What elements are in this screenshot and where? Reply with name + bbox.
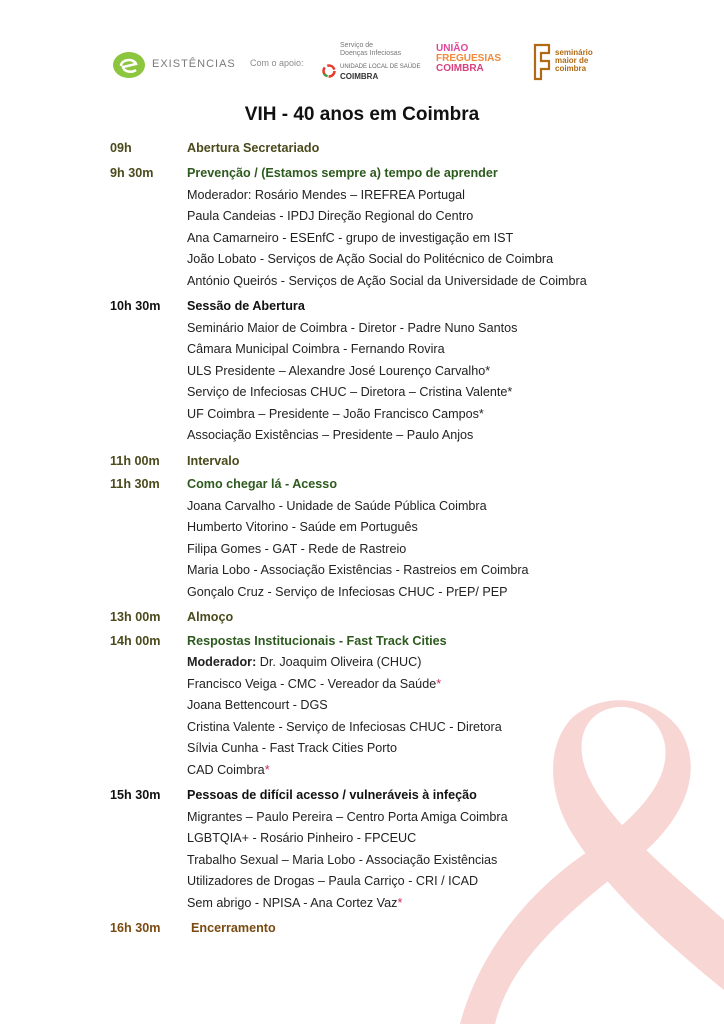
uls-logo-icon	[322, 64, 336, 78]
agenda-slot	[110, 785, 700, 914]
slot-item-text: Sem abrigo - NPISA - Ana Cortez Vaz	[187, 895, 398, 910]
agenda-slot	[110, 630, 700, 781]
slot-item: Maria Lobo - Associação Existências - Rastreios em Coimbra	[187, 563, 529, 578]
slot-heading: Como chegar lá - Acesso	[187, 477, 338, 492]
slot-item: LGBTQIA+ - Rosário Pinheiro - FPCEUC	[187, 831, 417, 846]
uniao-freguesias-logo	[436, 44, 516, 84]
slot-item: Moderador: Rosário Mendes – IREFREA Portugal	[187, 187, 465, 202]
seminario-logo-icon	[531, 43, 553, 81]
slot-time: 9h 30m	[110, 166, 154, 181]
slot-item: Joana Carvalho - Unidade de Saúde Pública Coimbra	[187, 498, 487, 513]
slot-heading: Abertura Secretariado	[187, 140, 320, 155]
slot-time: 16h 30m	[110, 921, 161, 936]
slot-heading: Pessoas de difícil acesso / vulneráveis à infeção	[187, 788, 477, 803]
slot-item: Cristina Valente - Serviço de Infeciosas CHUC - Diretora	[187, 719, 502, 734]
slot-item-moderator	[110, 652, 700, 674]
slot-item: Serviço de Infeciosas CHUC – Diretora – Cristina Valente*	[187, 385, 513, 400]
slot-time: 13h 00m	[110, 610, 161, 625]
agenda-slot	[110, 163, 700, 292]
slot-time: 11h 00m	[110, 453, 160, 468]
agenda-slot	[110, 607, 700, 629]
slot-heading: Prevenção / (Estamos sempre a) tempo de aprender	[187, 166, 498, 181]
slot-item: Paula Candeias - IPDJ Direção Regional do Centro	[187, 209, 474, 224]
existencias-logo	[112, 50, 236, 80]
slot-time: 14h 00m	[110, 633, 161, 648]
slot-item: Joana Bettencourt - DGS	[187, 698, 328, 713]
sem-logo-line2: maior de	[555, 56, 589, 65]
slot-item: ULS Presidente – Alexandre José Lourenço Carvalho*	[187, 363, 491, 378]
slot-item: António Queirós - Serviços de Ação Social da Universidade de Coimbra	[187, 273, 587, 288]
slot-heading: Intervalo	[187, 453, 240, 468]
slot-item: João Lobato - Serviços de Ação Social do Politécnico de Coimbra	[187, 252, 554, 267]
slot-time: 11h 30m	[110, 477, 160, 492]
slot-item-text: Francisco Veiga - CMC - Vereador da Saúde	[187, 676, 437, 691]
existencias-logo-icon	[112, 50, 146, 80]
sdi-logo-line4: COIMBRA	[340, 72, 379, 81]
slot-item: Associação Existências – Presidente – Paulo Anjos	[187, 428, 474, 443]
slot-item: Humberto Vitorino - Saúde em Português	[187, 520, 418, 535]
support-label: Com o apoio:	[250, 58, 304, 68]
slot-item: Filipa Gomes - GAT - Rede de Rastreio	[187, 541, 407, 556]
uf-logo-line1: UNIÃO	[436, 43, 469, 54]
asterisk-mark: *	[264, 762, 270, 777]
slot-heading: Respostas Institucionais - Fast Track Cities	[187, 633, 447, 648]
sdi-logo	[322, 42, 422, 84]
uf-logo-line3: COIMBRA	[436, 63, 484, 74]
slot-item: Trabalho Sexual – Maria Lobo - Associação Existências	[187, 852, 498, 867]
seminario-logo	[531, 43, 601, 83]
slot-heading: Almoço	[187, 610, 234, 625]
agenda-slot	[110, 474, 700, 603]
sdi-logo-line1: Serviço de	[340, 42, 374, 49]
sdi-logo-line2: Doenças Infeciosas	[340, 50, 402, 57]
page-title: VIH - 40 anos em Coimbra	[244, 104, 480, 125]
sdi-logo-line3: UNIDADE LOCAL DE SAÚDE	[340, 64, 421, 70]
agenda-slot	[110, 296, 700, 447]
agenda-slot	[110, 137, 700, 159]
existencias-logo-text: EXISTÊNCIAS	[152, 58, 236, 70]
agenda	[110, 137, 700, 943]
slot-item: Gonçalo Cruz - Serviço de Infeciosas CHUC - PrEP/ PEP	[187, 584, 508, 599]
slot-item: UF Coimbra – Presidente – João Francisco Campos*	[187, 406, 484, 421]
moderator-name: Dr. Joaquim Oliveira (CHUC)	[259, 655, 422, 670]
sem-logo-line3: coimbra	[555, 64, 587, 73]
slot-time: 09h	[110, 140, 132, 155]
slot-item: Ana Camarneiro - ESEnfC - grupo de investigação em IST	[187, 230, 514, 245]
slot-time: 10h 30m	[110, 299, 161, 314]
slot-item: Migrantes – Paulo Pereira – Centro Porta Amiga Coimbra	[187, 809, 508, 824]
slot-item	[110, 759, 700, 781]
asterisk-mark: *	[397, 895, 403, 910]
moderator-label: Moderador:	[187, 655, 257, 670]
agenda-slot	[110, 450, 700, 472]
agenda-slot	[110, 918, 700, 940]
uf-logo-line2: FREGUESIAS	[436, 53, 502, 64]
slot-heading: Sessão de Abertura	[187, 299, 305, 314]
slot-item: Câmara Municipal Coimbra - Fernando Rovira	[187, 342, 445, 357]
slot-item: Seminário Maior de Coimbra - Diretor - Padre Nuno Santos	[187, 320, 518, 335]
slot-heading: Encerramento	[191, 921, 276, 936]
slot-item-text: CAD Coimbra	[187, 762, 265, 777]
header-logos	[0, 0, 724, 95]
sem-logo-line1: seminário	[555, 48, 593, 57]
slot-item: Sílvia Cunha - Fast Track Cities Porto	[187, 741, 397, 756]
slot-item: Utilizadores de Drogas – Paula Carriço - CRI / ICAD	[187, 874, 479, 889]
asterisk-mark: *	[436, 676, 442, 691]
slot-item	[110, 673, 700, 695]
slot-item	[110, 892, 700, 914]
slot-time: 15h 30m	[110, 788, 161, 803]
